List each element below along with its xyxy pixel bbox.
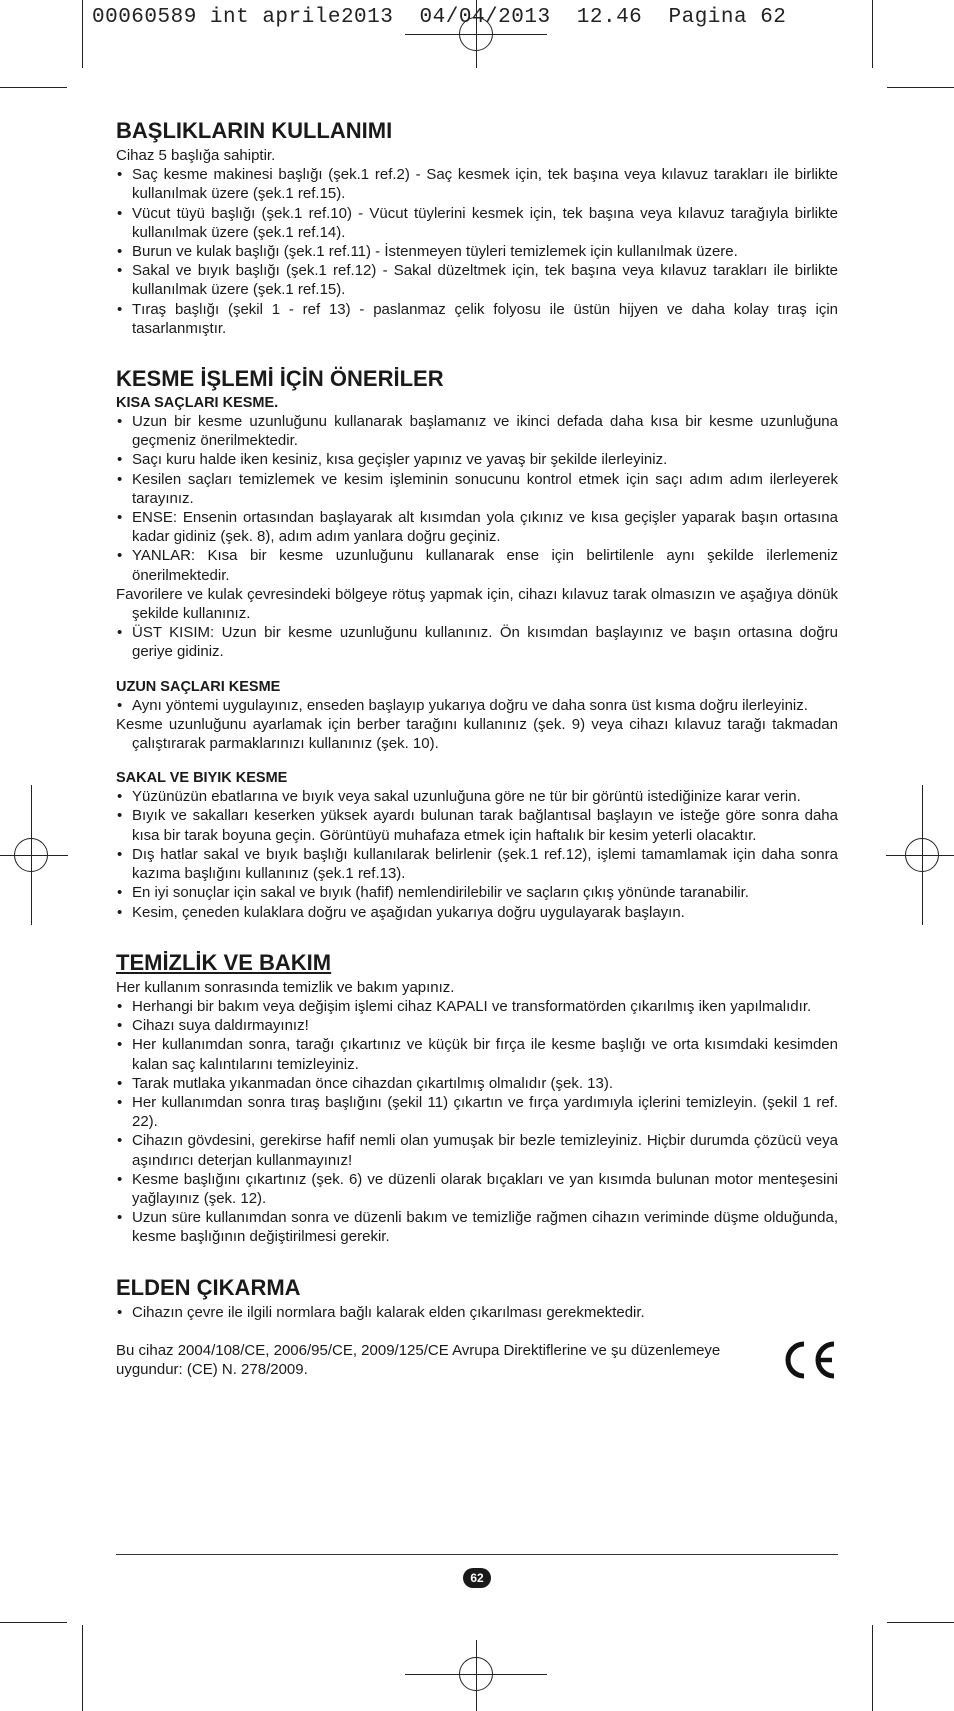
registration-mark-bottom — [459, 1657, 493, 1691]
list-item: • ÜST KISIM: Uzun bir kesme uzunluğunu kullanınız. Ön kısımdan başlayınız ve başın ortasına doğru geriye gidiniz. — [116, 623, 838, 661]
section-heads — [116, 118, 838, 338]
registration-mark-right — [905, 838, 939, 872]
list-item: • Uzun bir kesme uzunluğunu kullanarak başlamanız ve ikinci defada daha kısa bir kesme uzunluğuna geçmeniz önerilmektedir. — [116, 412, 838, 450]
list-item: • Tarak mutlaka yıkanmadan önce cihazdan çıkartılmış olmalıdır (şek. 13). — [116, 1074, 838, 1093]
page-number-badge: 62 — [463, 1568, 491, 1588]
subsection-heading: KISA SAÇLARI KESME. — [116, 395, 279, 412]
list-item: • Her kullanımdan sonra tıraş başlığını (şekil 11) çıkartın ve fırça yardımıyla içlerini temizleyin. (şekil 1 ref. 22). — [116, 1093, 838, 1131]
section-intro: Her kullanım sonrasında temizlik ve bakım yapınız. — [116, 978, 455, 996]
list-item: • Herhangi bir bakım veya değişim işlemi cihaz KAPALI ve transformatörden çıkarılmış iken yapılmalıdır. — [116, 997, 838, 1016]
list-item: • Cihazın gövdesini, gerekirse hafif nemli olan yumuşak bir bezle temizleyiniz. Hiçbir durumda çözücü veya aşındırıcı deterjan kullanmayınız! — [116, 1131, 838, 1169]
subsection-heading: UZUN SAÇLARI KESME — [116, 678, 281, 695]
footer-divider — [116, 1554, 838, 1555]
crop-mark — [0, 87, 67, 88]
section-title: TEMİZLİK VE BAKIM — [116, 949, 332, 975]
crop-mark — [0, 1622, 67, 1623]
bullet-list — [116, 412, 838, 585]
list-item: • YANLAR: Kısa bir kesme uzunluğunu kullanarak ense için belirtilenle aynı şekilde ilerlemeniz önerilmektedir. — [116, 546, 838, 584]
note-paragraph: Kesme uzunluğunu ayarlamak için berber tarağını kullanınız (şek. 9) veya cihazı kılavuz tarağı takmadan çalıştırarak parmaklarınızı kullanınız (şek. 10). — [116, 715, 838, 753]
list-item: • Saçı kuru halde iken kesiniz, kısa geçişler yapınız ve yavaş bir şekilde ilerleyiniz. — [116, 450, 838, 469]
list-item: • Yüzünüzün ebatlarına ve bıyık veya sakal uzunluğuna göre ne tür bir görüntü istediğinize karar verin. — [116, 787, 838, 806]
bullet-list — [116, 787, 838, 921]
list-item: • Dış hatlar sakal ve bıyık başlığı kullanılarak belirlenir (şek.1 ref.12), işlemi tamamlamak için daha sonra kazıma başlığını kullanınız (şek.1 ref.13). — [116, 845, 838, 883]
list-item: • Her kullanımdan sonra, tarağı çıkartınız ve küçük bir fırça ile kesme başlığı ve orta kısımdaki kesimden kalan saç kalıntılarını temizleyiniz. — [116, 1035, 838, 1073]
ce-mark-icon — [778, 1340, 838, 1380]
list-item: • Aynı yöntemi uygulayınız, enseden başlayıp yukarıya doğru ve daha sonra üst kısma doğru ilerleyiniz. — [116, 696, 838, 715]
registration-mark-left — [14, 838, 48, 872]
section-cutting — [116, 366, 838, 922]
list-item: • Cihazın çevre ile ilgili normlara bağlı kalarak elden çıkarılması gerekmektedir. — [116, 1303, 838, 1322]
section-title: KESME İŞLEMİ İÇİN ÖNERİLER — [116, 366, 444, 392]
list-item: • Tıraş başlığı (şekil 1 - ref 13) - paslanmaz çelik folyosu ile üstün hijyen ve daha kolay tıraş için tasarlanmıştır. — [116, 300, 838, 338]
list-item: • ENSE: Ensenin ortasından başlayarak alt kısımdan yola çıkınız ve kısa geçişler yaparak başın ortasına kadar gidiniz (şek. 8), adım adım yanlara doğru geçiniz. — [116, 508, 838, 546]
list-item: • Saç kesme makinesi başlığı (şek.1 ref.2) - Saç kesmek için, tek başına veya kılavuz tarakları ile birlikte kullanılmak üzere (şek.1 ref.15). — [116, 165, 838, 203]
bullet-list — [116, 1303, 838, 1322]
bullet-list — [116, 696, 838, 715]
crop-mark — [872, 0, 873, 68]
crop-mark — [872, 1625, 873, 1711]
compliance-text: Bu cihaz 2004/108/CE, 2006/95/CE, 2009/125/CE Avrupa Direktiflerine ve şu düzenlemeye uygundur: (CE) N. 278/2009. — [116, 1341, 721, 1378]
list-item: • Kesim, çeneden kulaklara doğru ve aşağıdan yukarıya doğru uygulayarak başlayın. — [116, 903, 838, 922]
section-title: BAŞLIKLARIN KULLANIMI — [116, 118, 393, 143]
section-title: ELDEN ÇIKARMA — [116, 1274, 301, 1300]
bullet-list — [116, 165, 838, 338]
list-item: • Cihazı suya daldırmayınız! — [116, 1016, 838, 1035]
subsection-heading: SAKAL VE BIYIK KESME — [116, 770, 288, 787]
section-cleaning — [116, 950, 838, 1247]
crop-mark — [887, 87, 954, 88]
list-item: • Burun ve kulak başlığı (şek.1 ref.11) - İstenmeyen tüyleri temizlemek için kullanılmak üzere. — [116, 242, 838, 261]
list-item: • Bıyık ve sakalları keserken yüksek ayardı bulunan tarak bağlantısal başlayın ve isteğe göre sonra daha kısa bir tarak boyuna geçin. Görüntüyü muhafaza etmek için haftalık bir kesim yeterli olacaktır. — [116, 806, 838, 844]
crop-mark — [82, 0, 83, 68]
list-item: • En iyi sonuçlar için sakal ve bıyık (hafif) nemlendirilebilir ve saçların çıkış yönünde taranabilir. — [116, 883, 838, 902]
note-paragraph: Favorilere ve kulak çevresindeki bölgeye rötuş yapmak için, cihazı kılavuz tarak olmasızın ve aşağıya dönük şekilde kullanınız. — [116, 585, 838, 623]
bullet-list — [116, 623, 838, 661]
crop-mark — [887, 1622, 954, 1623]
print-slug-header: 00060589 int aprile2013 04/04/2013 12.46 Pagina 62 — [92, 6, 787, 29]
crop-mark — [82, 1625, 83, 1711]
list-item: • Vücut tüyü başlığı (şek.1 ref.10) - Vücut tüylerini kesmek için, tek başına veya kılavuz tarağıyla birlikte kullanılmak üzere (şek.1 ref.14). — [116, 204, 838, 242]
compliance-statement — [116, 1340, 838, 1380]
section-disposal — [116, 1275, 838, 1380]
list-item: • Sakal ve bıyık başlığı (şek.1 ref.12) - Sakal düzeltmek için, tek başına veya kılavuz tarakları ile birlikte kullanılmak üzere (şek.1 ref.15). — [116, 261, 838, 299]
list-item: • Kesme başlığını çıkartınız (şek. 6) ve düzenli olarak bıçakları ve yan kısımda bulunan motor menteşesini yağlayınız (şek. 12). — [116, 1170, 838, 1208]
page-content — [116, 118, 838, 1380]
section-intro: Cihaz 5 başlığa sahiptir. — [116, 147, 276, 164]
list-item: • Uzun süre kullanımdan sonra ve düzenli bakım ve temizliğe rağmen cihazın veriminde düşme olduğunda, kesme başlığının değiştirilmesi gerekir. — [116, 1208, 838, 1246]
list-item: • Kesilen saçları temizlemek ve kesim işleminin sonucunu kontrol etmek için saçı adım adım ilerleyerek tarayınız. — [116, 470, 838, 508]
bullet-list — [116, 997, 838, 1247]
